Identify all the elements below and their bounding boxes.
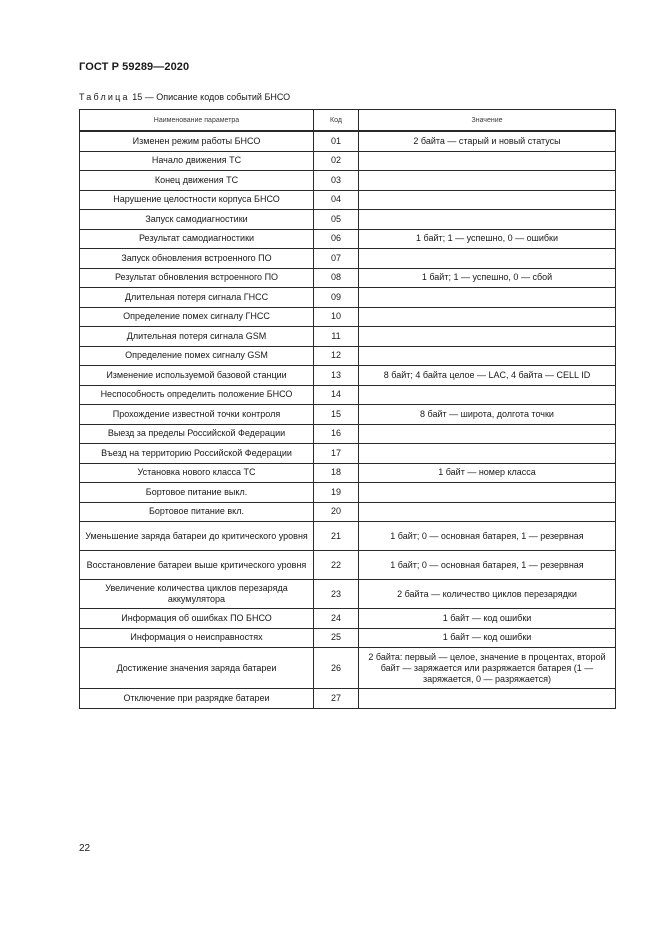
cell-name: Изменен режим работы БНСО <box>80 131 314 151</box>
cell-name: Информация об ошибках ПО БНСО <box>80 609 314 629</box>
table-row <box>80 210 616 230</box>
cell-value: 1 байт; 1 — успешно, 0 — ошибки <box>359 229 616 249</box>
cell-value: 1 байт — код ошибки <box>359 628 616 648</box>
table-row <box>80 229 616 249</box>
cell-code: 21 <box>314 522 359 551</box>
table-row <box>80 171 616 191</box>
cell-value: 2 байта: первый — целое, значение в процентах, второй байт — заряжается или разряжается батарея (1 — заряжается, 0 — разряжается) <box>359 648 616 689</box>
cell-name: Уменьшение заряда батареи до критического уровня <box>80 522 314 551</box>
table-row <box>80 268 616 288</box>
cell-value <box>359 327 616 347</box>
column-header-value: Значение <box>359 110 616 132</box>
cell-code: 08 <box>314 268 359 288</box>
cell-name: Достижение значения заряда батареи <box>80 648 314 689</box>
cell-value: 8 байт; 4 байта целое — LAC, 4 байта — CELL ID <box>359 366 616 386</box>
cell-value <box>359 444 616 464</box>
cell-code: 14 <box>314 385 359 405</box>
table-row <box>80 385 616 405</box>
cell-name: Прохождение известной точки контроля <box>80 405 314 425</box>
cell-code: 04 <box>314 190 359 210</box>
cell-code: 12 <box>314 346 359 366</box>
cell-code: 25 <box>314 628 359 648</box>
cell-name: Отключение при разрядке батареи <box>80 689 314 709</box>
cell-code: 18 <box>314 463 359 483</box>
table-header-row <box>80 110 616 132</box>
cell-code: 26 <box>314 648 359 689</box>
cell-value <box>359 249 616 269</box>
cell-value: 1 байт; 1 — успешно, 0 — сбой <box>359 268 616 288</box>
cell-name: Определение помех сигналу ГНСС <box>80 307 314 327</box>
table-row <box>80 366 616 386</box>
table-caption <box>79 92 290 102</box>
cell-name: Въезд на территорию Российской Федерации <box>80 444 314 464</box>
cell-code: 09 <box>314 288 359 308</box>
table-row <box>80 151 616 171</box>
cell-code: 13 <box>314 366 359 386</box>
cell-name: Восстановление батареи выше критического уровня <box>80 551 314 580</box>
table-row <box>80 648 616 689</box>
cell-value <box>359 689 616 709</box>
cell-value <box>359 210 616 230</box>
cell-code: 01 <box>314 131 359 151</box>
cell-code: 27 <box>314 689 359 709</box>
cell-code: 06 <box>314 229 359 249</box>
cell-value <box>359 385 616 405</box>
cell-code: 24 <box>314 609 359 629</box>
table-row <box>80 190 616 210</box>
cell-name: Информация о неисправностях <box>80 628 314 648</box>
cell-name: Изменение используемой базовой станции <box>80 366 314 386</box>
table-row <box>80 609 616 629</box>
cell-code: 16 <box>314 424 359 444</box>
cell-code: 03 <box>314 171 359 191</box>
document-header: ГОСТ Р 59289—2020 <box>79 61 190 73</box>
table-row <box>80 580 616 609</box>
table-row <box>80 502 616 522</box>
table-row <box>80 444 616 464</box>
cell-code: 10 <box>314 307 359 327</box>
cell-name: Конец движения ТС <box>80 171 314 191</box>
column-header-name: Наименование параметра <box>80 110 314 132</box>
cell-value <box>359 424 616 444</box>
table-row <box>80 483 616 503</box>
page-number: 22 <box>79 843 91 854</box>
cell-name: Длительная потеря сигнала GSM <box>80 327 314 347</box>
cell-name: Запуск обновления встроенного ПО <box>80 249 314 269</box>
cell-name: Длительная потеря сигнала ГНСС <box>80 288 314 308</box>
table-row <box>80 131 616 151</box>
column-header-code: Код <box>314 110 359 132</box>
cell-value: 2 байта — количество циклов перезарядки <box>359 580 616 609</box>
cell-value: 1 байт; 0 — основная батарея, 1 — резервная <box>359 522 616 551</box>
cell-name: Бортовое питание вкл. <box>80 502 314 522</box>
cell-name: Неспособность определить положение БНСО <box>80 385 314 405</box>
table-row <box>80 424 616 444</box>
cell-value: 1 байт; 0 — основная батарея, 1 — резервная <box>359 551 616 580</box>
cell-name: Запуск самодиагностики <box>80 210 314 230</box>
cell-name: Бортовое питание выкл. <box>80 483 314 503</box>
cell-value <box>359 288 616 308</box>
cell-code: 05 <box>314 210 359 230</box>
table-row <box>80 628 616 648</box>
table-row <box>80 307 616 327</box>
cell-code: 02 <box>314 151 359 171</box>
cell-value <box>359 151 616 171</box>
cell-code: 20 <box>314 502 359 522</box>
cell-value: 8 байт — широта, долгота точки <box>359 405 616 425</box>
cell-code: 11 <box>314 327 359 347</box>
table-row <box>80 288 616 308</box>
cell-value <box>359 483 616 503</box>
cell-code: 07 <box>314 249 359 269</box>
table-row <box>80 249 616 269</box>
cell-value: 1 байт — номер класса <box>359 463 616 483</box>
cell-value <box>359 171 616 191</box>
cell-name: Нарушение целостности корпуса БНСО <box>80 190 314 210</box>
cell-value <box>359 346 616 366</box>
cell-value <box>359 502 616 522</box>
cell-value: 2 байта — старый и новый статусы <box>359 131 616 151</box>
table-row <box>80 405 616 425</box>
events-table <box>79 109 616 709</box>
table-row <box>80 551 616 580</box>
cell-name: Установка нового класса ТС <box>80 463 314 483</box>
caption-title: — Описание кодов событий БНСО <box>144 92 291 102</box>
cell-name: Определение помех сигналу GSM <box>80 346 314 366</box>
cell-name: Выезд за пределы Российской Федерации <box>80 424 314 444</box>
cell-value <box>359 190 616 210</box>
cell-code: 22 <box>314 551 359 580</box>
cell-name: Увеличение количества циклов перезаряда аккумулятора <box>80 580 314 609</box>
cell-value <box>359 307 616 327</box>
cell-value: 1 байт — код ошибки <box>359 609 616 629</box>
table-row <box>80 346 616 366</box>
cell-code: 15 <box>314 405 359 425</box>
cell-name: Начало движения ТС <box>80 151 314 171</box>
cell-code: 17 <box>314 444 359 464</box>
table-row <box>80 463 616 483</box>
caption-label: Таблица <box>79 92 130 102</box>
events-table-container <box>79 109 615 709</box>
table-row <box>80 689 616 709</box>
cell-code: 19 <box>314 483 359 503</box>
cell-name: Результат самодиагностики <box>80 229 314 249</box>
caption-number: 15 <box>132 92 143 102</box>
cell-code: 23 <box>314 580 359 609</box>
table-row <box>80 327 616 347</box>
table-row <box>80 522 616 551</box>
cell-name: Результат обновления встроенного ПО <box>80 268 314 288</box>
